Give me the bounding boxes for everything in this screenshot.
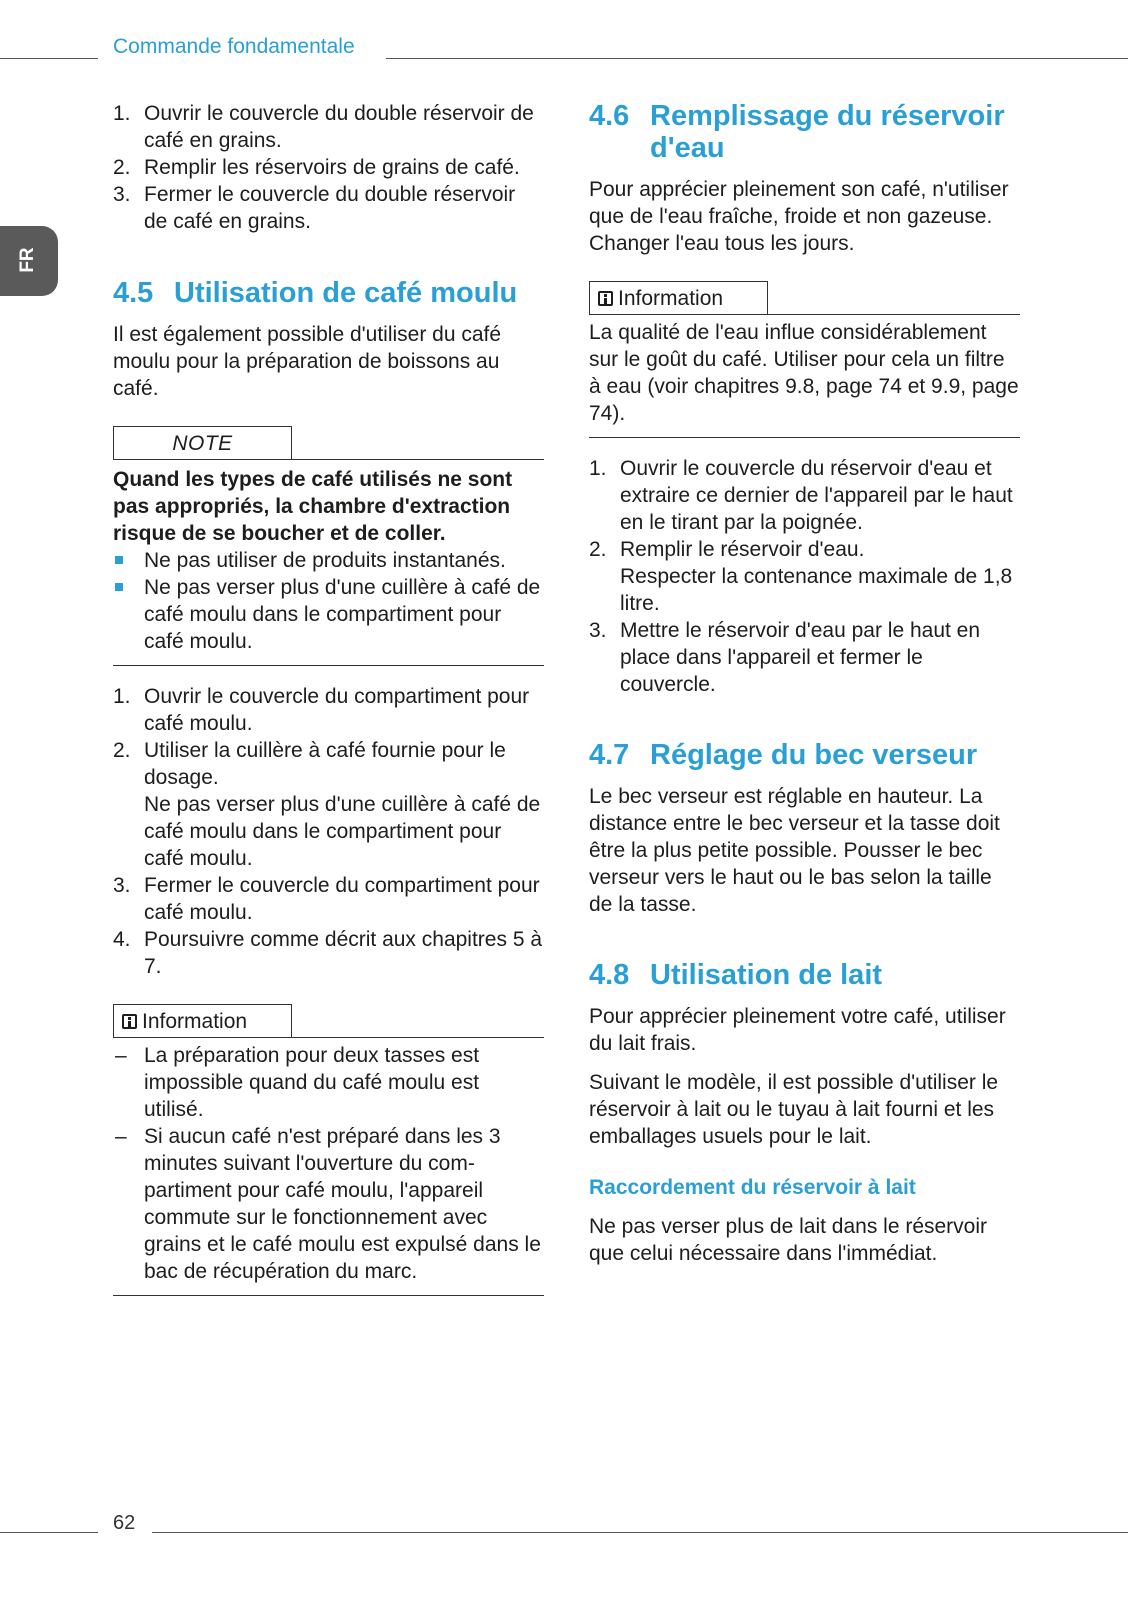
info-box-end (589, 437, 1020, 438)
info-box-header (113, 1004, 544, 1038)
header-rule-right (386, 58, 1128, 59)
list-item: 1. Ouvrir le couvercle du réservoir d'eau et extraire ce dernier de l'appareil par le haut en le tirant par la poignée. (589, 457, 1013, 534)
list-item: 1. Ouvrir le couvercle du compartiment pour café moulu. (113, 685, 530, 735)
note-box-header (113, 426, 544, 460)
list-item: Ne pas verser plus d'une cuillère à café de café moulu dans le compartiment pour café moulu. (113, 574, 544, 655)
info-items (113, 1042, 544, 1285)
info-label: Information (113, 1004, 292, 1037)
info-icon (122, 1014, 137, 1029)
note-label: NOTE (113, 426, 292, 459)
left-column (113, 100, 544, 1296)
info-label: Information (589, 281, 768, 314)
list-item: 2. Remplir les réservoirs de grains de café. (113, 156, 520, 179)
subsection-heading: Raccordement du réservoir à lait (589, 1176, 916, 1199)
section-text: Le bec verseur est réglable en hauteur. La distance entre le bec verseur et la tasse doit être la plus petite possible. Pousser le bec verseur vers le haut ou le bas selon la taille de la tasse. (589, 785, 1000, 916)
note-bullets (113, 547, 544, 655)
list-item: 3. Mettre le réservoir d'eau par le haut en place dans l'appareil et fermer le couvercle. (589, 619, 981, 696)
right-column (589, 100, 1020, 1267)
footer-rule-right (152, 1532, 1128, 1533)
list-item: 2. Remplir le réservoir d'eau. Respecter la contenance maximale de 1,8 litre. (589, 538, 1013, 615)
water-tank-steps (589, 455, 1020, 698)
note-warning: Quand les types de café utilisés ne sont pas appropriés, la chambre d'extraction risque de se boucher et de coller. (113, 468, 513, 545)
list-item: 3. Fermer le couvercle du double réservoir de café en grains. (113, 183, 516, 233)
section-text: Ne pas verser plus de lait dans le réservoir que celui nécessaire dans l'immédiat. (589, 1215, 988, 1265)
page-number: 62 (113, 1512, 136, 1534)
section-heading-4-6: 4.6 Remplissage du réservoir d'eau (589, 100, 1005, 164)
list-item: Ne pas utiliser de produits instantanés. (113, 547, 544, 574)
list-item: – La préparation pour deux tasses est impossible quand du café moulu est utilisé. (115, 1044, 480, 1121)
section-intro: Pour apprécier pleinement son café, n'utiliser que de l'eau fraîche, froide et non gazeuse. Changer l'eau tous les jours. (589, 178, 1009, 255)
info-box-header (589, 281, 1020, 315)
section-text: Suivant le modèle, il est possible d'utiliser le réservoir à lait ou le tuyau à lait fourni et les emballages usuels pour le lait. (589, 1071, 999, 1148)
info-text: La qualité de l'eau influe considérablement sur le goût du café. Utiliser pour cela un filtre à eau (voir chapitres 9.8, page 74 et 9.9, page 74). (589, 321, 1019, 425)
list-item: 2. Utiliser la cuillère à café fournie pour le dosage. Ne pas verser plus d'une cuillère à café de café moulu dans le compartiment pour café moulu. (113, 739, 541, 870)
info-box-end (113, 1295, 544, 1296)
list-item: 1. Ouvrir le couvercle du double réservoir de café en grains. (113, 102, 534, 152)
language-label: FR (17, 247, 38, 273)
list-item: 4. Poursuivre comme décrit aux chapitres 5 à 7. (113, 928, 543, 978)
list-item: – Si aucun café n'est préparé dans les 3 minutes suivant l'ouverture du compartiment pour café moulu, l'appareil commute sur le fonctionnement avec grains et le café moulu est expulsé dans le bac de récupération du marc. (115, 1125, 541, 1283)
ground-coffee-steps (113, 683, 544, 980)
running-header: Commande fondamentale (113, 35, 355, 58)
header-rule-left (0, 58, 98, 59)
section-heading-4-7: 4.7 Réglage du bec verseur (589, 739, 978, 771)
footer-rule-left (0, 1532, 98, 1533)
section-text: Pour apprécier pleinement votre café, utiliser du lait frais. (589, 1005, 1006, 1055)
section-heading-4-8: 4.8 Utilisation de lait (589, 959, 883, 991)
note-box-end (113, 665, 544, 666)
language-tab (0, 226, 58, 296)
bean-steps (113, 100, 544, 235)
list-item: 3. Fermer le couvercle du compartiment pour café moulu. (113, 874, 540, 924)
section-intro: Il est également possible d'utiliser du café moulu pour la préparation de boissons au café. (113, 323, 502, 400)
info-icon (598, 291, 613, 306)
section-heading-4-5: 4.5 Utilisation de café moulu (113, 277, 518, 309)
